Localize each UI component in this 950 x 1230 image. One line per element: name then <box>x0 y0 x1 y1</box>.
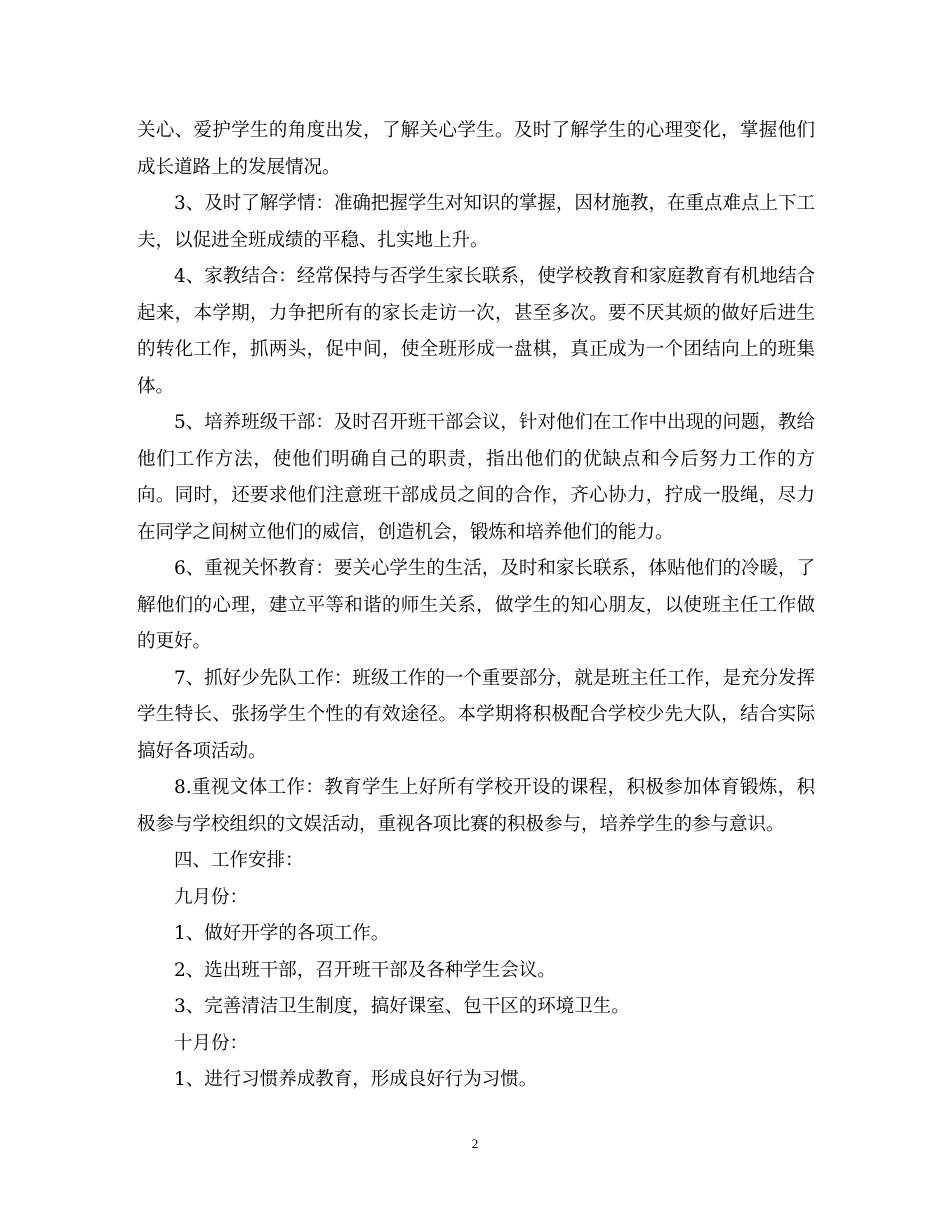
paragraph-item-7: 7、抓好少先队工作：班级工作的一个重要部分，就是班主任工作，是充分发挥学生特长、张扬学生个性的有效途径。本学期将积极配合学校少先大队，结合实际搞好各项活动。 <box>137 667 815 762</box>
paragraph-item-8: 8.重视文体工作：教育学生上好所有学校开设的课程，积极参加体育锻炼，积极参与学校组织的文娱活动，重视各项比赛的积极参与，培养学生的参与意识。 <box>137 777 815 835</box>
month-heading-october: 十月份： <box>174 1032 249 1054</box>
list-item: 2、选出班干部，召开班干部及各种学生会议。 <box>174 959 556 981</box>
section-heading-work-plan: 四、工作安排： <box>174 850 304 871</box>
paragraph-care-continuation: 关心、爱护学生的角度出发，了解关心学生。及时了解学生的心理变化，掌握他们成长道路上的发展情况。 <box>137 120 815 178</box>
list-item: 3、完善清洁卫生制度，搞好课室、包干区的环境卫生。 <box>174 996 630 1017</box>
paragraph-item-6: 6、重视关怀教育：要关心学生的生活，及时和家长联系，体贴他们的冷暖，了解他们的心理，建立平等和谐的师生关系，做学生的知心朋友，以使班主任工作做的更好。 <box>137 558 815 652</box>
page-number: 2 <box>471 1136 479 1151</box>
paragraph-item-4: 4、家教结合：经常保持与否学生家长联系，使学校教育和家庭教育有机地结合起来，本学期，力争把所有的家长走访一次，甚至多次。要不厌其烦的做好后进生的转化工作，抓两头，促中间，使全班形成一盘棋，真正成为一个团结向上的班集体。 <box>137 266 815 397</box>
list-item: 1、做好开学的各项工作。 <box>174 923 390 944</box>
document-body <box>137 113 815 1099</box>
paragraph-item-5: 5、培养班级干部：及时召开班干部会议，针对他们在工作中出现的问题，教给他们工作方法，使他们明确自己的职责，指出他们的优缺点和今后努力工作的方向。同时，还要求他们注意班干部成员之间的合作，齐心协力，拧成一股绳，尽力在同学之间树立他们的威信，创造机会，锻炼和培养他们的能力。 <box>137 412 815 543</box>
month-heading-september: 九月份： <box>174 886 249 908</box>
list-item: 1、进行习惯养成教育，形成良好行为习惯。 <box>174 1069 538 1090</box>
paragraph-item-3: 3、及时了解学情：准确把握学生对知识的掌握，因材施教，在重点难点上下工夫，以促进全班成绩的平稳、扎实地上升。 <box>137 193 815 251</box>
